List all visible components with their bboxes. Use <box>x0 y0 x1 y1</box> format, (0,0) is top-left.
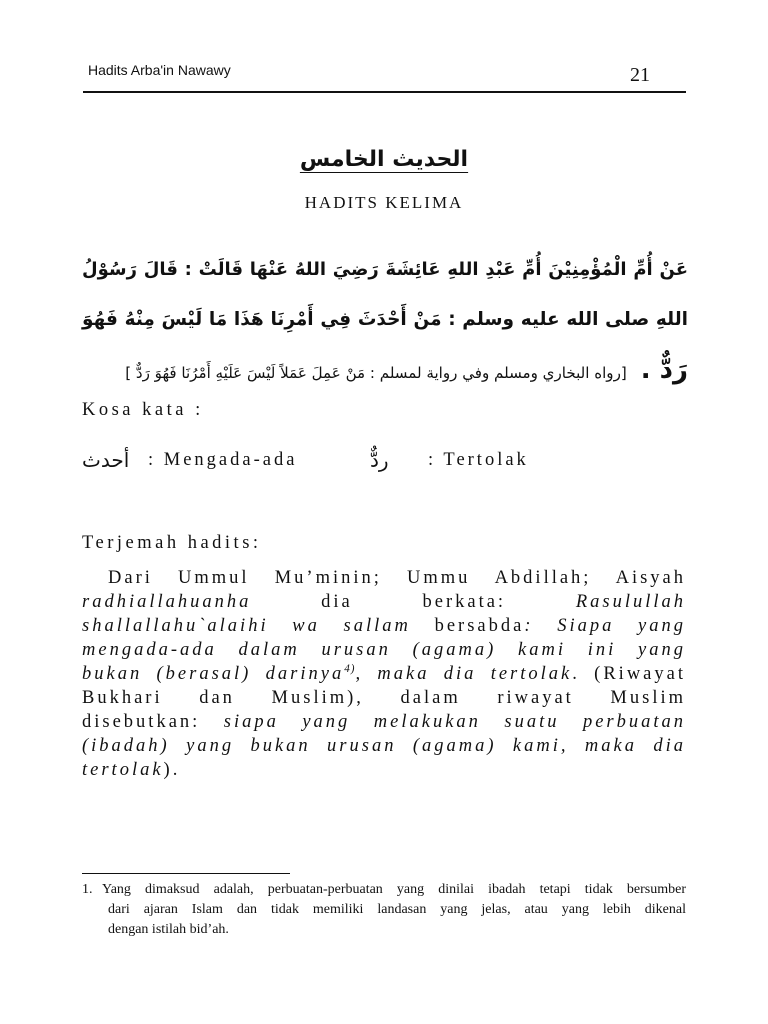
footnote-text: Yang dimaksud adalah, perbuatan-perbuatan yang dinilai ibadah tetapi tidak bersumber <box>102 882 686 897</box>
vocab-meaning: : Tertolak <box>428 450 529 470</box>
footnote-line <box>82 900 686 920</box>
footnote-number: 1. <box>82 882 93 897</box>
translation-segment: . (Riwayat <box>572 664 686 684</box>
translation-segment: radhiallahuanha <box>82 592 252 612</box>
footnote-text: dari ajaran Islam dan tidak memiliki landasan yang jelas, atau yang lebih dikenal <box>108 902 686 917</box>
hadith-title: HADITS KELIMA <box>304 193 464 212</box>
translation-line <box>82 734 686 758</box>
footnote-reference: 4) <box>344 662 356 675</box>
arabic-ending: رَدٌّ . <box>640 355 688 385</box>
translation-segment: , maka dia tertolak <box>355 664 573 684</box>
translation-line <box>82 590 686 614</box>
running-title: Hadits Arba'in Nawawy <box>88 62 231 78</box>
page-number: 21 <box>630 64 650 86</box>
hadith-arabic-title <box>0 144 768 176</box>
arabic-text-line-final <box>82 350 688 390</box>
translation-line <box>82 710 686 734</box>
footnote-line <box>82 880 686 900</box>
translation-segment: disebutkan: <box>82 712 224 732</box>
translation-segment: Bukhari dan Muslim), dalam riwayat Muslim <box>82 688 686 708</box>
translation-segment: bukan (berasal) darinya <box>82 664 345 684</box>
vocabulary-heading: Kosa kata : <box>82 400 204 420</box>
arabic-text-line: عَنْ أُمِّ الْمُؤْمِنِيْنَ أُمِّ عَبْدِ اللهِ عَائِشَةَ رَضِيَ اللهُ عَنْهَا قَالَتْ : قَالَ رَسُوْلُ <box>82 259 688 280</box>
translation-segment: tertolak <box>82 760 164 780</box>
translation-line <box>82 638 686 662</box>
translation-segment: siapa yang melakukan suatu perbuatan <box>223 712 687 732</box>
translation-line <box>82 662 686 686</box>
vocab-arabic-word: ردٌّ <box>370 448 389 472</box>
hadith-arabic-title-text: الحديث الخامس <box>299 147 469 172</box>
translation-line <box>82 614 686 638</box>
translation-paragraph <box>82 566 686 782</box>
footnote-rule <box>82 873 290 874</box>
translation-segment: Dari Ummul Mu’minin; Ummu Abdillah; Aisyah <box>108 568 686 588</box>
translation-segment: : Siapa yang <box>524 616 686 636</box>
translation-heading: Terjemah hadits: <box>82 533 262 553</box>
translation-line <box>82 686 686 710</box>
vocab-meaning: : Mengada-ada <box>148 450 298 470</box>
translation-segment: bersabda <box>410 616 525 636</box>
translation-line <box>82 758 686 782</box>
translation-segment: (ibadah) yang bukan urusan (agama) kami, maka dia <box>82 736 686 756</box>
footnote-line <box>82 920 686 940</box>
translation-segment: mengada-ada dalam urusan (agama) kami ini yang <box>82 640 686 660</box>
translation-segment: shallallahu`alaihi wa sallam <box>82 616 411 636</box>
arabic-text-line: اللهِ صلى الله عليه وسلم : مَنْ أَحْدَثَ فِي أَمْرِنَا هَذَا مَا لَيْسَ مِنْهُ فَهُوَ <box>82 309 688 330</box>
header-rule <box>83 91 686 93</box>
translation-segment: ). <box>163 760 181 780</box>
vocab-arabic-word: أحدث <box>82 448 130 472</box>
footnote <box>82 880 686 940</box>
translation-line <box>82 566 686 590</box>
footnote-text: dengan istilah bid’ah. <box>108 922 229 937</box>
translation-segment: Rasulullah <box>575 592 686 612</box>
narration-note: [رواه البخاري ومسلم وفي رواية لمسلم : مَنْ عَمِلَ عَمَلاً لَيْسَ عَلَيْهِ أَمْرُنَا فَهُوَ رَدٌّ ] <box>125 364 627 382</box>
translation-segment: dia berkata: <box>251 592 576 612</box>
